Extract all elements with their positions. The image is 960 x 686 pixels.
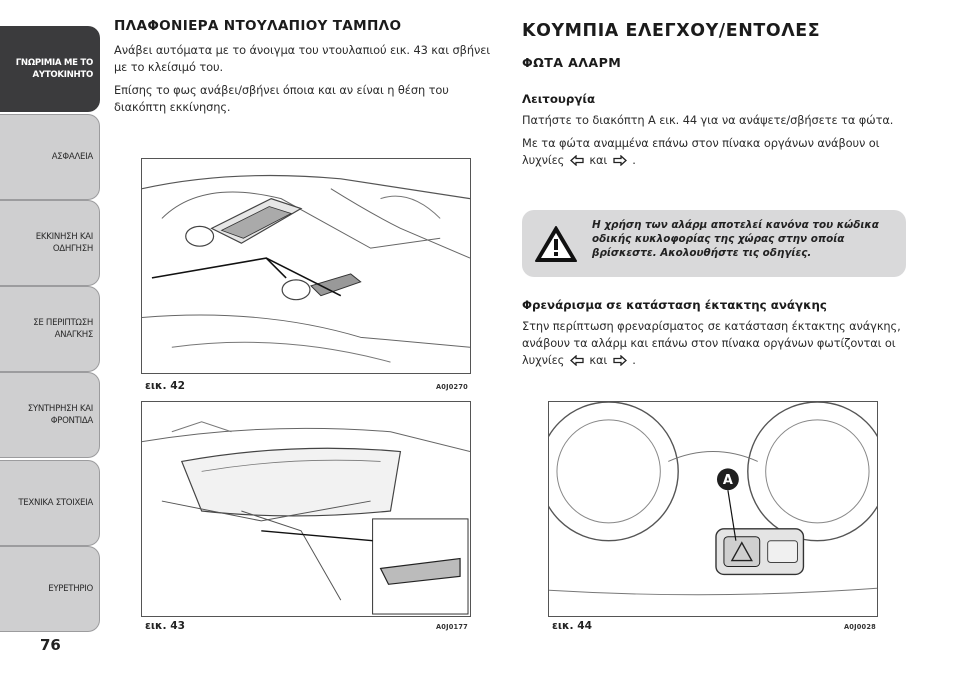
conjunction: και	[589, 153, 608, 167]
tab-getting-to-know[interactable]	[0, 26, 100, 112]
warning-box	[522, 210, 906, 277]
tab-starting-driving[interactable]	[0, 200, 100, 286]
tab-label: ΣΕ ΠΕΡΙΠΤΩΣΗ ΑΝΑΓΚΗΣ	[33, 318, 93, 340]
page-title: ΚΟΥΜΠΙΑ ΕΛΕΓΧΟΥ/ΕΝΤΟΛΕΣ	[522, 21, 821, 41]
paragraph	[522, 135, 912, 169]
tab-label: ΑΣΦΑΛΕΙΑ	[51, 152, 93, 162]
operation-heading: Λειτουργία	[522, 92, 596, 106]
tab-label: ΕΥΡΕΤΗΡΙΟ	[48, 584, 93, 594]
figure-code: A0J0028	[844, 623, 876, 631]
figure-code: A0J0177	[436, 623, 468, 631]
tab-technical-data[interactable]	[0, 460, 100, 546]
tab-maintenance[interactable]	[0, 372, 100, 458]
emergency-braking-section	[522, 298, 912, 375]
paragraph: Επίσης το φως ανάβει/σβήνει όποια και αν είναι η θέση του διακόπτη εκκίνησης.	[114, 83, 449, 114]
tab-index[interactable]	[0, 546, 100, 632]
warning-text: Η χρήση των αλάρμ αποτελεί κανόνα του κώδικα οδικής κυκλοφορίας της χώρας στην οποία βρίσκεστε. Ακολουθήστε τις οδηγίες.	[592, 218, 879, 259]
controls-section	[522, 18, 912, 175]
left-turn-arrow-icon	[570, 355, 584, 366]
section-title: ΠΛΑΦΟΝΙΕΡΑ ΝΤΟΥΛΑΠΙΟΥ ΤΑΜΠΛΟ	[114, 18, 402, 34]
tab-label: ΣΥΝΤΗΡΗΣΗ ΚΑΙ ΦΡΟΝΤΙΔΑ	[27, 404, 93, 426]
right-turn-arrow-icon	[613, 155, 627, 166]
glovebox-light-section	[114, 18, 494, 122]
paragraph	[522, 318, 912, 369]
hazard-lights-heading: ΦΩΤΑ ΑΛΑΡΜ	[522, 55, 622, 70]
tab-label: ΤΕΧΝΙΚΑ ΣΤΟΙΧΕΙΑ	[18, 498, 93, 508]
figure-caption: εικ. 43	[145, 620, 186, 632]
figure-44-illustration	[548, 401, 878, 617]
figure-43-illustration	[141, 401, 471, 617]
figure-code: A0J0270	[436, 383, 468, 391]
figure-42-illustration	[141, 158, 471, 374]
paragraph: Πατήστε το διακόπτη A εικ. 44 για να ανάψετε/σβήσετε τα φώτα.	[522, 113, 894, 127]
page-number: 76	[40, 636, 61, 654]
period: .	[632, 353, 636, 367]
figure-caption: εικ. 44	[552, 620, 593, 632]
figure-caption: εικ. 42	[145, 380, 186, 392]
warning-triangle-icon	[534, 225, 578, 263]
paragraph-text: Στην περίπτωση φρεναρίσματος σε κατάσταση έκτακτης ανάγκης, ανάβουν τα αλάρμ και επάνω στον πίνακα οργάνων φωτίζονται οι λυχνίες	[522, 319, 901, 367]
callout-label: A	[722, 473, 733, 489]
emergency-heading: Φρενάρισμα σε κατάσταση έκτακτης ανάγκης	[522, 298, 827, 312]
right-turn-arrow-icon	[613, 355, 627, 366]
left-turn-arrow-icon	[570, 155, 584, 166]
tab-emergency[interactable]	[0, 286, 100, 372]
paragraph-text: Με τα φώτα αναμμένα επάνω στον πίνακα οργάνων ανάβουν οι λυχνίες	[522, 136, 880, 167]
tab-label: ΓΝΩΡΙΜΙΑ ΜΕ ΤΟ ΑΥΤΟΚΙΝΗΤΟ	[15, 58, 93, 80]
tab-safety[interactable]	[0, 114, 100, 200]
tab-label: ΕΚΚΙΝΗΣΗ ΚΑΙ ΟΔΗΓΗΣΗ	[35, 232, 93, 254]
period: .	[632, 153, 636, 167]
paragraph: Ανάβει αυτόματα με το άνοιγμα του ντουλαπιού εικ. 43 και σβήνει με το κλείσιμό του.	[114, 43, 491, 74]
conjunction: και	[589, 353, 608, 367]
